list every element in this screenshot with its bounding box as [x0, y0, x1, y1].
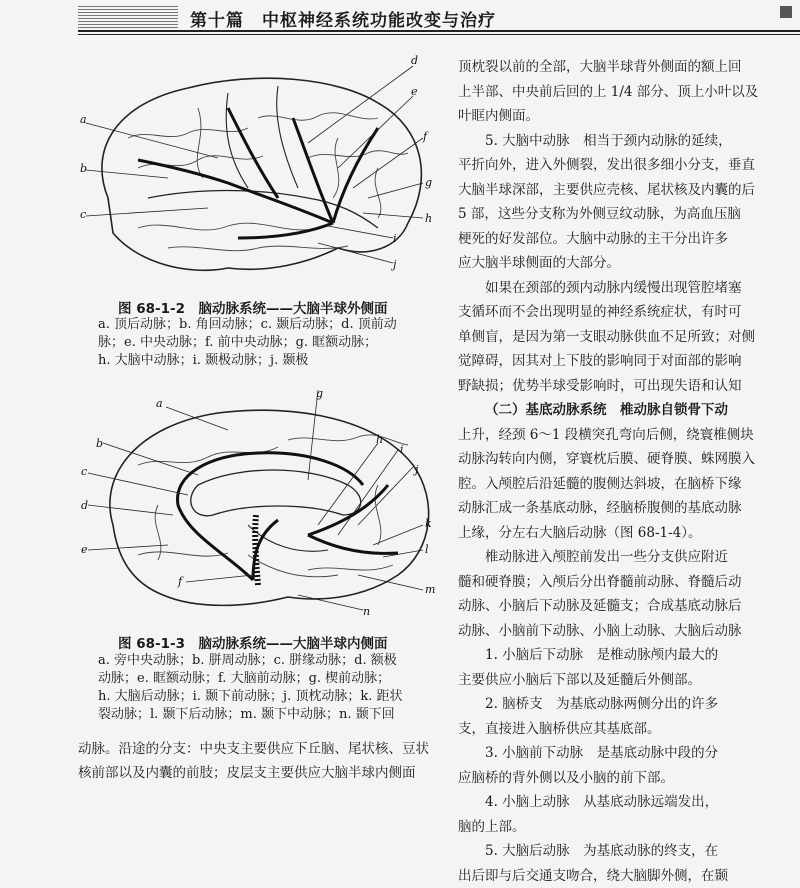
fig2-label-j: j [412, 463, 419, 476]
body-line: 1. 小脑后下动脉 是椎动脉颅内最大的 [458, 643, 800, 668]
figure1-legend [98, 316, 397, 370]
fig1-label-f: f [422, 130, 429, 143]
fig2-label-h: h [376, 433, 383, 446]
body-line: 5 部，这些分支称为外侧豆纹动脉，为高血压脑 [458, 202, 800, 227]
body-line: 主要供应小脑后下部以及延髓后外侧部。 [458, 668, 800, 693]
body-line: 椎动脉进入颅腔前发出一些分支供应附近 [458, 545, 800, 570]
figure2-legend-line: a. 旁中央动脉；b. 胼周动脉；c. 胼缘动脉；d. 额极 [98, 652, 403, 670]
fig2-label-a: a [156, 397, 163, 410]
body-line: 出后即与后交通支吻合，绕大脑脚外侧，在颞 [458, 864, 800, 888]
figure1-legend-line: h. 大脑中动脉；i. 颞极动脉；j. 颞极 [98, 352, 397, 370]
body-line: 髓和硬脊膜；入颅后分出脊髓前动脉、脊髓后动 [458, 570, 800, 595]
body-line: 4. 小脑上动脉 从基底动脉远端发出， [458, 790, 800, 815]
fig2-label-d: d [81, 499, 88, 512]
body-line: 3. 小脑前下动脉 是基底动脉中段的分 [458, 741, 800, 766]
body-line: 叶眶内侧面。 [458, 104, 800, 129]
fig2-label-e: e [81, 543, 88, 556]
fig2-label-k: k [425, 517, 432, 530]
fig2-label-c: c [81, 465, 87, 478]
body-line: 支，直接进入脑桥供应其基底部。 [458, 717, 800, 742]
body-line: 动脉。沿途的分支：中央支主要供应下丘脑、尾状核、豆状 [78, 737, 450, 761]
figure2-legend-line: 动脉；e. 眶额动脉；f. 大脑前动脉；g. 楔前动脉； [98, 670, 403, 688]
fig2-label-b: b [96, 437, 103, 450]
body-line: 梗死的好发部位。大脑中动脉的主干分出许多 [458, 227, 800, 252]
body-line: 动脉沟转向内侧，穿寰枕后膜、硬脊膜、蛛网膜入 [458, 447, 800, 472]
fig1-label-b: b [80, 162, 87, 175]
body-line: 动脉、小脑前下动脉、小脑上动脉、大脑后动脉 [458, 619, 800, 644]
figure2-legend [98, 652, 403, 724]
body-line: 动脉、小脑后下动脉及延髓支；合成基底动脉后 [458, 594, 800, 619]
body-line: 上缘，分左右大脑后动脉（图 68-1-4）。 [458, 521, 800, 546]
fig2-label-f: f [177, 575, 184, 588]
fig1-label-a: a [80, 113, 87, 126]
fig2-label-l: l [425, 543, 429, 556]
body-line: 应脑桥的背外侧以及小脑的前下部。 [458, 766, 800, 791]
fig1-label-h: h [425, 212, 432, 225]
body-line: 脑的上部。 [458, 815, 800, 840]
body-line: 顶枕裂以前的全部，大脑半球背外侧面的额上回 [458, 55, 800, 80]
fig1-label-e: e [411, 85, 418, 98]
medial-brain-illustration [78, 385, 448, 625]
body-line: 大脑半球深部，主要供应壳核、尾状核及内囊的后 [458, 178, 800, 203]
fig2-label-g: g [316, 387, 323, 400]
body-line: 野缺损；优势半球受影响时，可出现失语和认知 [458, 374, 800, 399]
body-line: 平折向外，进入外侧裂，发出很多细小分支，垂直 [458, 153, 800, 178]
body-line: 如果在颈部的颈内动脉内缓慢出现管腔堵塞 [458, 276, 800, 301]
fig2-label-i: i [400, 443, 404, 456]
body-line: 5. 大脑后动脉 为基底动脉的终支，在 [458, 839, 800, 864]
fig1-label-d: d [411, 54, 418, 67]
header-rule-thin [78, 34, 800, 35]
body-line: 5. 大脑中动脉 相当于颈内动脉的延续， [458, 129, 800, 154]
fig1-label-j: j [390, 258, 397, 271]
header-rule [78, 30, 800, 32]
right-column-body [458, 55, 800, 888]
body-line: 应大脑半球侧面的大部分。 [458, 251, 800, 276]
fig2-label-n: n [363, 605, 370, 618]
figure1-legend-line: a. 顶后动脉；b. 角回动脉；c. 颞后动脉；d. 顶前动 [98, 316, 397, 334]
figure1-legend-line: 脉；e. 中央动脉；f. 前中央动脉；g. 眶额动脉； [98, 334, 397, 352]
body-line: 支循环而不会出现明显的神经系统症状，有时可 [458, 300, 800, 325]
body-line: 腔。入颅腔后沿延髓的腹侧达斜坡，在脑桥下缘 [458, 472, 800, 497]
body-line: 单侧盲，是因为第一支眼动脉供血不足所致；对侧 [458, 325, 800, 350]
figure2-legend-line: h. 大脑后动脉；i. 颞下前动脉；j. 顶枕动脉；k. 距状 [98, 688, 403, 706]
page-corner-mark [780, 6, 792, 18]
figure2-caption-title: 图 68-1-3 脑动脉系统——大脑半球内侧面 [118, 632, 387, 652]
figure-medial-brain [78, 385, 448, 625]
left-column-body [78, 737, 450, 785]
fig1-label-i: i [393, 232, 397, 245]
fig2-label-m: m [425, 583, 435, 596]
body-line: 核前部以及内囊的前肢；皮层支主要供应大脑半球内侧面 [78, 761, 450, 785]
body-line: 动脉汇成一条基底动脉，经脑桥腹侧的基底动脉 [458, 496, 800, 521]
body-line: 2. 脑桥支 为基底动脉两侧分出的许多 [458, 692, 800, 717]
body-line: 上升，经颈 6～1 段横突孔弯向后侧，绕寰椎侧块 [458, 423, 800, 448]
header-ornament [78, 6, 178, 28]
fig1-label-g: g [425, 176, 432, 189]
figure-lateral-brain [78, 48, 448, 298]
body-line: 上半部、中央前后回的上 1/4 部分、顶上小叶以及 [458, 80, 800, 105]
lateral-brain-illustration [78, 48, 448, 298]
page-header-title: 第十篇 中枢神经系统功能改变与治疗 [190, 6, 496, 31]
figure1-caption-title: 图 68-1-2 脑动脉系统——大脑半球外侧面 [118, 297, 387, 317]
fig1-label-c: c [80, 208, 86, 221]
section-heading: （二）基底动脉系统 椎动脉自锁骨下动 [458, 398, 800, 423]
body-line: 觉障碍，因其对上下肢的影响同于对面部的影响 [458, 349, 800, 374]
figure2-legend-line: 裂动脉；l. 颞下后动脉；m. 颞下中动脉；n. 颞下回 [98, 706, 403, 724]
